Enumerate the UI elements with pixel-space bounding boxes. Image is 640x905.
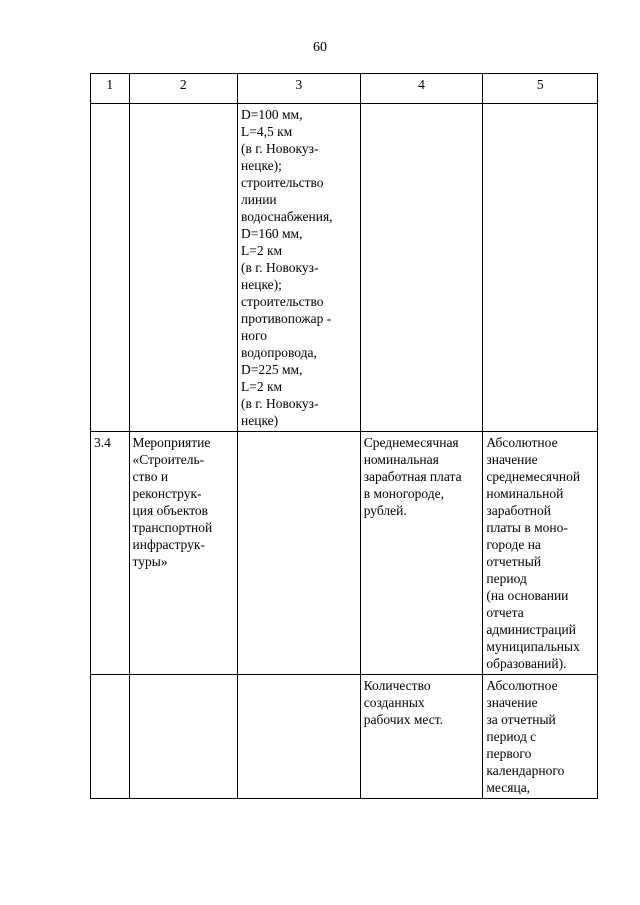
header-cell-1: 1	[91, 74, 130, 104]
row2-col1: 3.4	[91, 432, 130, 675]
row1-col2	[129, 104, 237, 432]
header-cell-2: 2	[129, 74, 237, 104]
cell-text-line: противопожар -	[241, 311, 332, 326]
cell-text-line: образований).	[486, 656, 567, 671]
cell-text-line: месяца,	[486, 780, 531, 795]
cell-text-line: (на основании	[486, 588, 569, 603]
cell-text-line: период	[486, 571, 527, 586]
cell-text-line: городе на	[486, 537, 541, 552]
cell-text-line: нецке)	[241, 413, 279, 428]
cell-text-line: отчетный	[486, 554, 542, 569]
cell-text-line: (в г. Новокуз-	[241, 141, 319, 156]
row3-col5	[483, 675, 598, 799]
cell-text-line: L=4,5 км	[241, 124, 293, 139]
cell-text-line: созданных	[363, 695, 425, 710]
row3-col4	[360, 675, 483, 799]
cell-text-line: (в г. Новокуз-	[241, 260, 319, 275]
cell-text-line: транспортной	[132, 520, 213, 535]
cell-text-line: ция объектов	[132, 503, 209, 518]
cell-text-line: отчета	[486, 605, 524, 620]
cell-text-line: период с	[486, 729, 537, 744]
cell-text-line: строительство	[241, 294, 324, 309]
cell-text-line: Абсолютное	[486, 678, 558, 693]
cell-text-line: заработная плата	[363, 469, 462, 484]
table-row	[91, 675, 598, 799]
row2-col4	[360, 432, 483, 675]
cell-text-line: первого	[486, 746, 532, 761]
cell-text-line: водоснабжения,	[241, 209, 333, 224]
cell-text-line: Среднемесячная	[363, 435, 459, 450]
cell-text-line: инфраструк-	[132, 537, 205, 552]
cell-text-line: Мероприятие	[132, 435, 211, 450]
cell-text-line: за отчетный	[486, 712, 556, 727]
row1-col3	[238, 104, 361, 432]
cell-text-line: заработной	[486, 503, 551, 518]
cell-text-line: ство и	[132, 469, 169, 484]
row1-col5	[483, 104, 598, 432]
cell-text-line: линии	[241, 192, 277, 207]
cell-text-line: значение	[486, 452, 538, 467]
row2-col2	[129, 432, 237, 675]
cell-text-line: L=2 км	[241, 379, 283, 394]
cell-text-line: D=225 мм,	[241, 362, 303, 377]
row1-col4	[360, 104, 483, 432]
cell-text-line: среднемесячной	[486, 469, 581, 484]
cell-text-line: платы в моно-	[486, 520, 568, 535]
row3-col2	[129, 675, 237, 799]
cell-text-line: водопровода,	[241, 345, 317, 360]
cell-text-line: Количество	[363, 678, 431, 693]
cell-text-line: «Строитель-	[132, 452, 205, 467]
cell-text-line: администраций	[486, 622, 576, 637]
cell-text-line: строительство	[241, 175, 324, 190]
cell-text-line: значение	[486, 695, 538, 710]
cell-text-line: ного	[241, 328, 267, 343]
header-cell-5: 5	[483, 74, 598, 104]
table-row	[91, 432, 598, 675]
cell-text-line: туры»	[132, 554, 168, 569]
cell-text-line: номинальной	[486, 486, 564, 501]
cell-text-line: рублей.	[363, 503, 407, 518]
indicators-table	[90, 73, 598, 799]
table-row	[91, 104, 598, 432]
page-number: 60	[313, 40, 327, 55]
table-header-row	[91, 74, 598, 104]
cell-text-line: муниципальных	[486, 639, 580, 654]
cell-text-line: D=160 мм,	[241, 226, 303, 241]
cell-text-line: рабочих мест.	[363, 712, 443, 727]
row2-col3	[238, 432, 361, 675]
cell-text-line: нецке);	[241, 158, 282, 173]
cell-text-line: (в г. Новокуз-	[241, 396, 319, 411]
cell-text-line: нецке);	[241, 277, 282, 292]
cell-text-line: D=100 мм,	[241, 107, 303, 122]
row1-col1	[91, 104, 130, 432]
cell-text-line: L=2 км	[241, 243, 283, 258]
cell-text-line: номинальная	[363, 452, 439, 467]
row2-col5	[483, 432, 598, 675]
row3-col3	[238, 675, 361, 799]
cell-text-line: реконструк-	[132, 486, 202, 501]
cell-text-line: календарного	[486, 763, 565, 778]
cell-text-line: Абсолютное	[486, 435, 558, 450]
header-cell-4: 4	[360, 74, 483, 104]
cell-text-line: в моногороде,	[363, 486, 445, 501]
row3-col1	[91, 675, 130, 799]
header-cell-3: 3	[238, 74, 361, 104]
